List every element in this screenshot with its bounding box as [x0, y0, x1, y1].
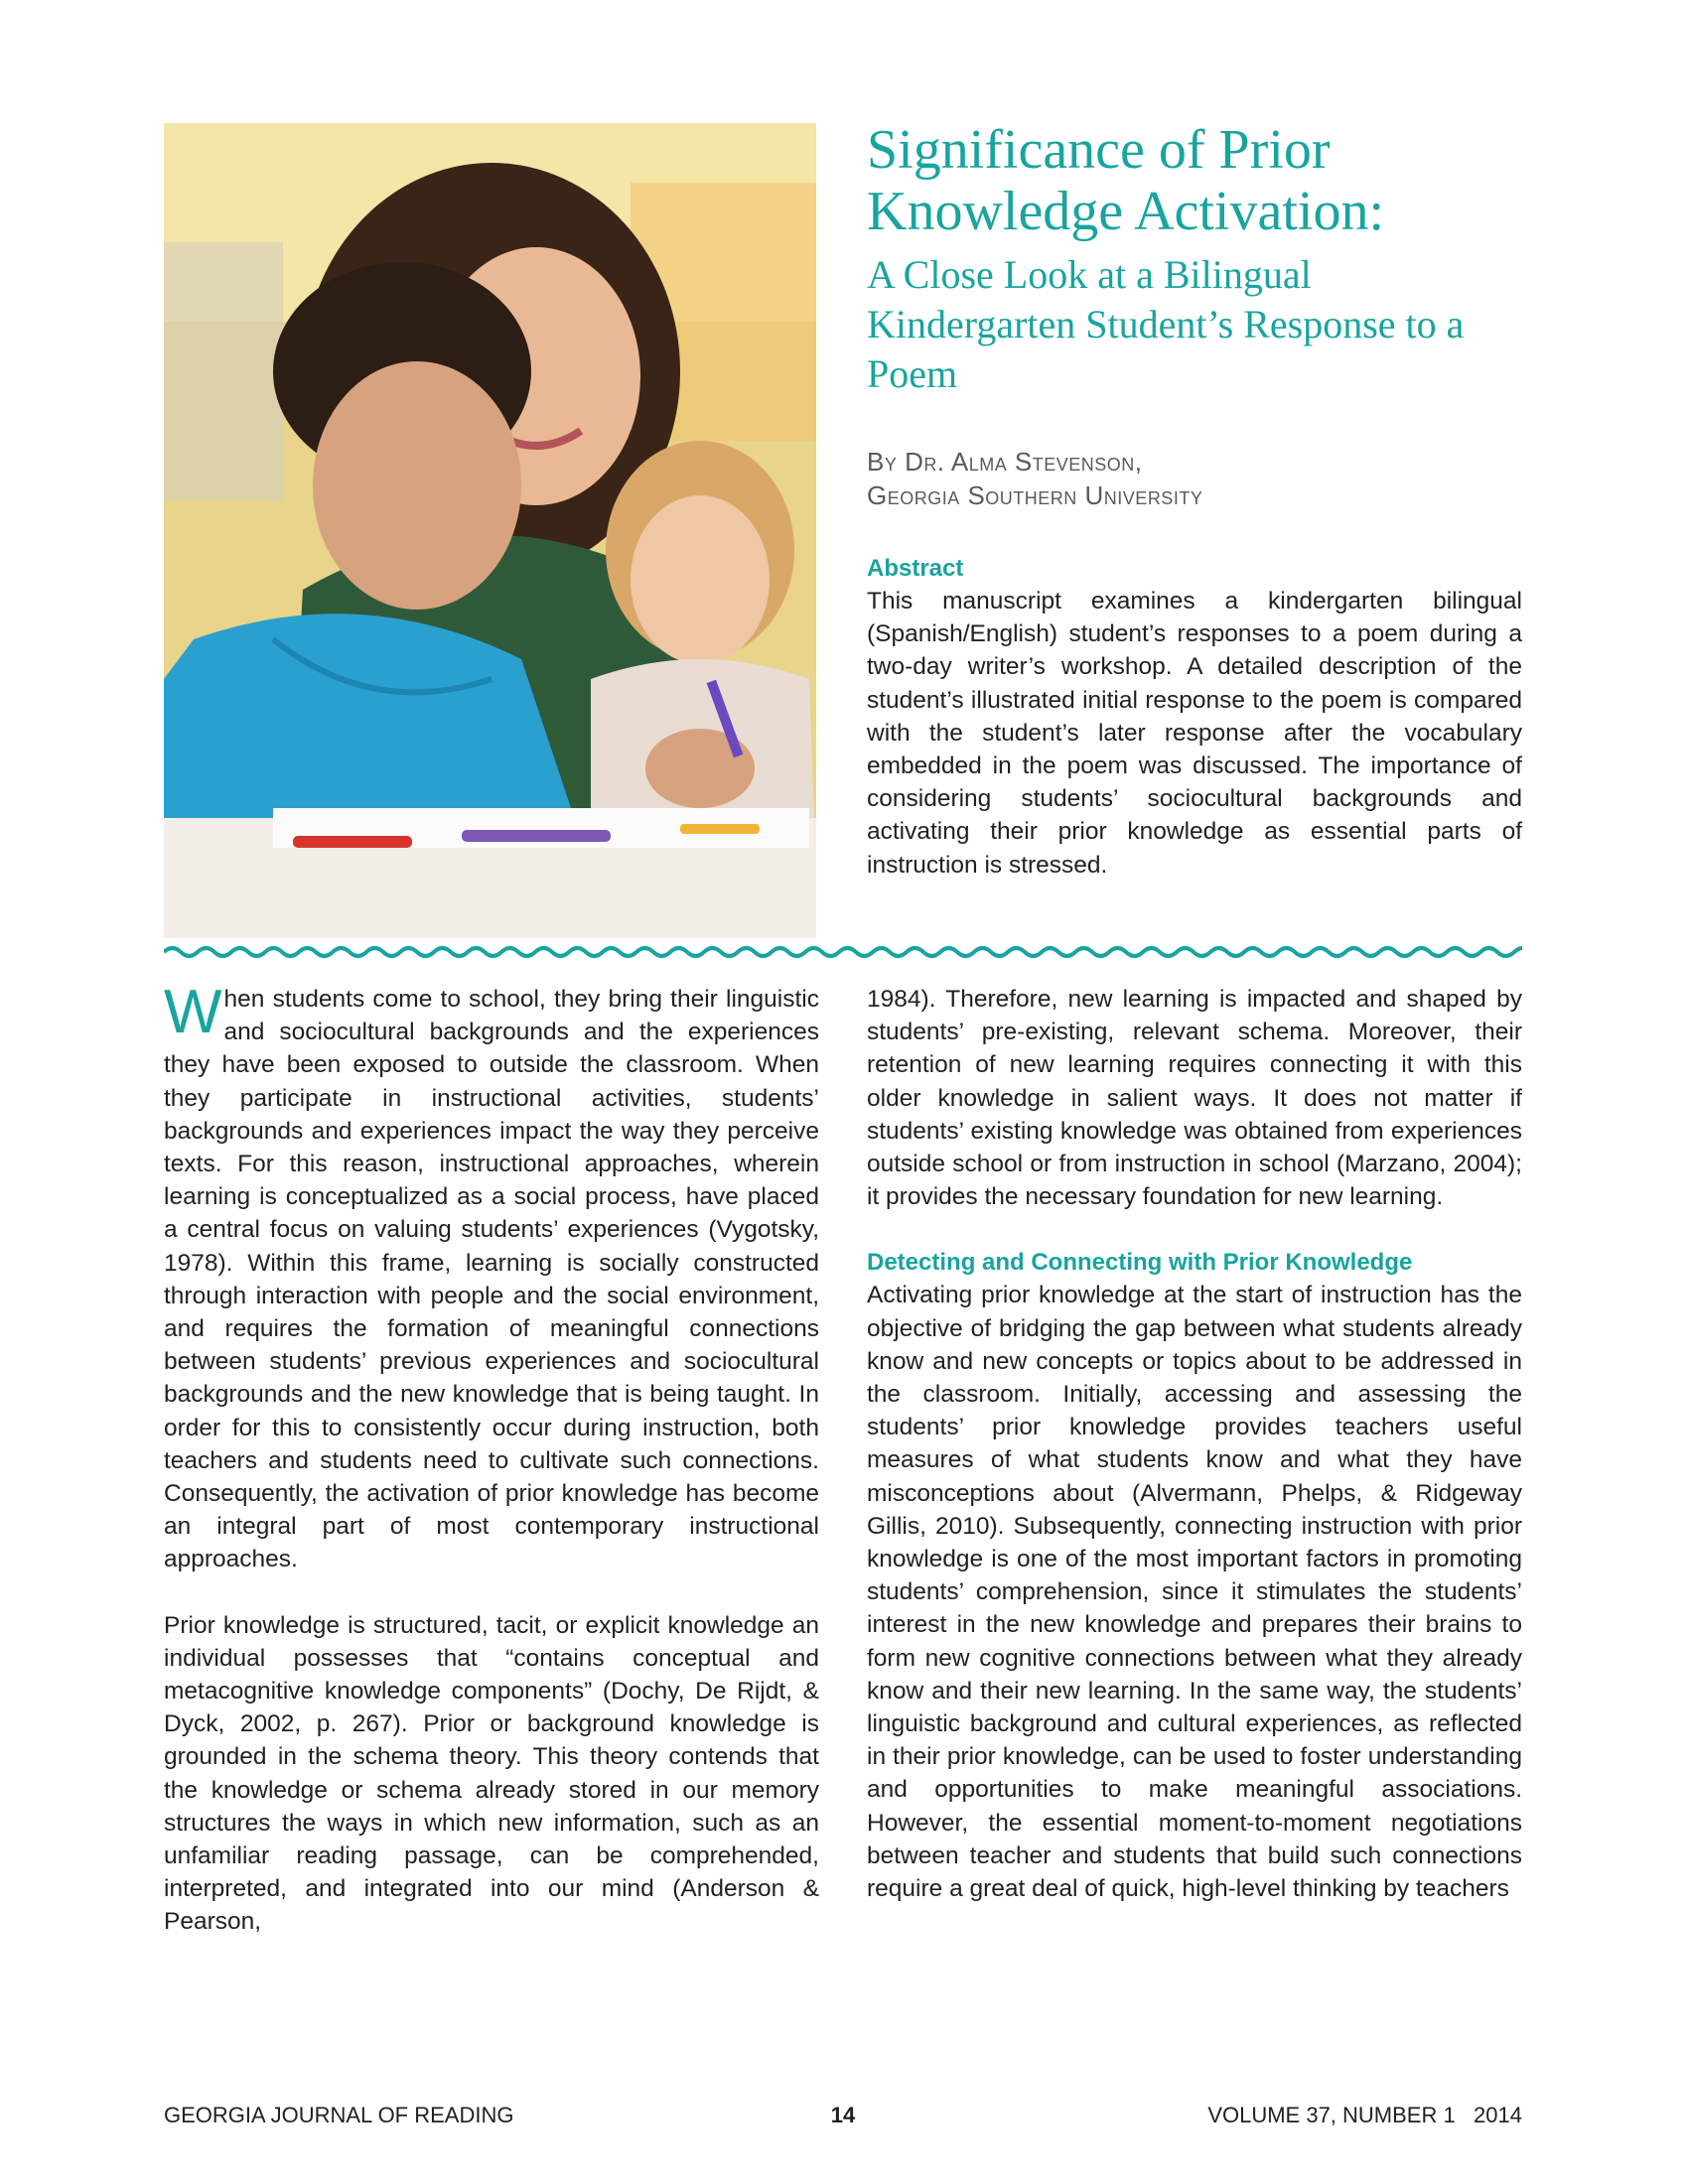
article-title: Significance of Prior Knowledge Activation: [867, 119, 1385, 242]
abstract-section [867, 552, 1522, 882]
article-subtitle: A Close Look at a Bilingual Kindergarten Student’s Response to a Poem [867, 252, 1465, 396]
drop-cap: W [164, 978, 222, 1046]
intro-paragraph-text: hen students come to school, they bring their linguistic and sociocultural backgrounds and the experiences they have been exposed to outside the classroom. When they participate in instructional activities, students’ backgrounds and experiences impact the way they perceive texts. For this reason, instructional approaches, wherein learning is conceptualized as a social process, have placed a central focus on valuing students’ experiences (Vygotsky, 1978). Within this frame, learning is socially constructed through interaction with people and the social environment, and requires the formation of meaningful connections between students’ previous experiences and sociocultural backgrounds and the new knowledge that is being taught. In order for this to consistently occur during instruction, both teachers and students need to cultivate such connections. Consequently, the activation of prior knowledge has become an integral part of most contemporary instructional approaches. [164, 986, 819, 1573]
wave-divider [164, 939, 1522, 965]
journal-name: GEORGIA JOURNAL OF READING [164, 2103, 514, 2127]
activation-paragraph: Activating prior knowledge at the start of instruction has the objective of bridging the gap between what students already know and new concepts or topics about to be addressed in the classroom. Initially, accessing and assessing the students’ prior knowledge provides teachers useful measures of what students know and what they have misconceptions about (Alvermann, Phelps, & Ridgeway Gillis, 2010). Subsequently, connecting instruction with prior knowledge is one of the most important factors in promoting students’ comprehension, since it stimulates the students’ interest in the new knowledge and prepares their brains to form new cognitive connections between what they already know and their new learning. In the same way, the students’ linguistic background and cultural experiences, as reflected in their prior knowledge, can be used to foster understanding and opportunities to make meaningful associations. However, the essential moment-to-moment negotiations between teacher and students that build such connections require a great deal of quick, high-level thinking by teachers [867, 1282, 1522, 1903]
prior-knowledge-paragraph: Prior knowledge is structured, tacit, or explicit knowledge an individual possesses that “contains conceptual and metacognitive knowledge components” (Dochy, De Rijdt, & Dyck, 2002, p. 267). Prior or background knowledge is grounded in the schema theory. This theory contends that the knowledge or schema already stored in our memory structures the ways in which new information, such as an unfamiliar reading passage, can be comprehended, interpreted, and integrated into our mind (Anderson & Pearson, [164, 1611, 819, 1936]
title-block [867, 119, 1522, 399]
abstract-text: This manuscript examines a kindergarten bilingual (Spanish/English) student’s responses to a poem during a two-day writer’s workshop. A detailed description of the student’s illustrated initial response to the poem is compared with the student’s later response after the vocabulary embedded in the poem was discussed. The importance of considering students’ sociocultural backgrounds and activating their prior knowledge as essential parts of instruction is stressed. [867, 588, 1522, 879]
author-name: By Dr. Alma Stevenson, [867, 447, 1143, 477]
right-column [867, 983, 1522, 1905]
classroom-photo-illustration [164, 123, 816, 938]
author-affiliation: Georgia Southern University [867, 480, 1203, 510]
byline [867, 445, 1522, 512]
page-number: 14 [830, 2103, 856, 2127]
left-column [164, 978, 819, 1939]
schema-paragraph: 1984). Therefore, new learning is impacted and shaped by students’ pre-existing, relevant schema. Moreover, their retention of new learning requires connecting it with this older knowledge in salient ways. It does not matter if students’ existing knowledge was obtained from experiences outside school or from instruction in school (Marzano, 2004); it provides the necessary foundation for new learning. [867, 986, 1522, 1211]
volume-info: VOLUME 37, NUMBER 1 2014 [1207, 2103, 1522, 2127]
page-footer [164, 2103, 1522, 2132]
section-heading: Detecting and Connecting with Prior Knowledge [867, 1249, 1413, 1277]
intro-paragraph [164, 978, 819, 1576]
abstract-heading: Abstract [867, 555, 964, 582]
article-photo [164, 123, 816, 938]
